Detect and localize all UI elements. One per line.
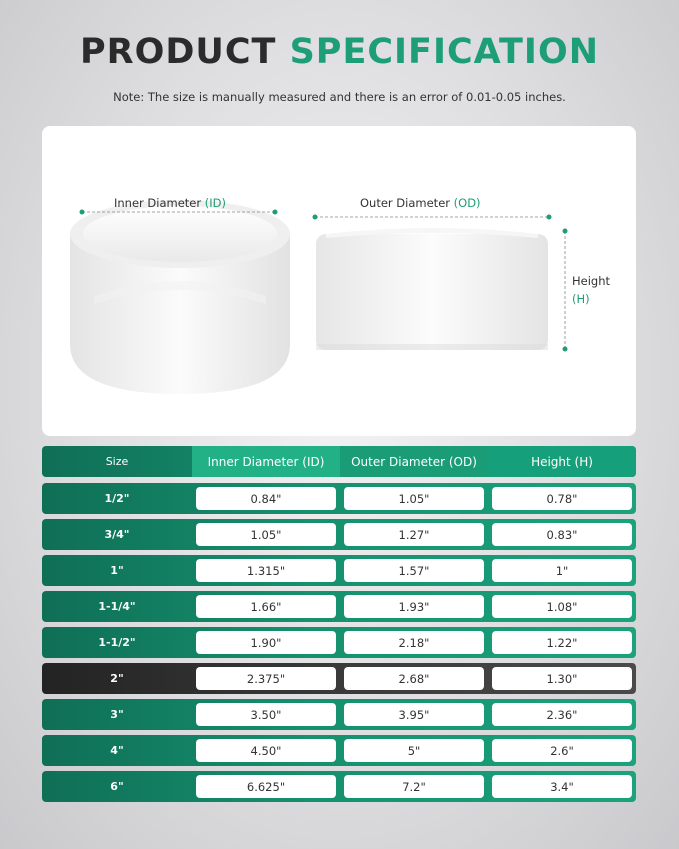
header-size: Size: [105, 455, 129, 468]
height-dimension-line: [563, 229, 568, 352]
size-cell: 1-1/4": [98, 600, 136, 613]
id-cell: 3.50": [196, 703, 336, 726]
title-word-product: PRODUCT: [80, 32, 277, 72]
table-row: [42, 555, 636, 586]
table-row: [42, 483, 636, 514]
closed-cap-shape: [316, 228, 548, 350]
table-row: [42, 771, 636, 802]
page-title: [0, 32, 679, 72]
inner-diameter-text: Inner Diameter: [114, 196, 202, 210]
od-dimension-line: [313, 215, 552, 220]
table-row: [42, 519, 636, 550]
height-cell: 2.36": [492, 703, 632, 726]
measurement-note: Note: The size is manually measured and there is an error of 0.01-0.05 inches.: [113, 90, 566, 104]
id-cell: 1.315": [196, 559, 336, 582]
od-cell: 5": [344, 739, 484, 762]
inner-diameter-abbr: (ID): [204, 196, 227, 210]
height-cell: 0.83": [492, 523, 632, 546]
inner-diameter-label: [114, 196, 226, 210]
table-row: [42, 627, 636, 658]
od-cell: 1.93": [344, 595, 484, 618]
od-cell: 1.57": [344, 559, 484, 582]
height-cell: 2.6": [492, 739, 632, 762]
height-cell: 0.78": [492, 487, 632, 510]
height-abbr: (H): [572, 292, 590, 306]
table-row: [42, 699, 636, 730]
id-cell: 4.50": [196, 739, 336, 762]
cap-illustration: [42, 126, 636, 436]
header-inner-diameter: Inner Diameter (ID): [192, 446, 340, 477]
title-word-specification: SPECIFICATION: [289, 32, 599, 72]
height-cell: 1.08": [492, 595, 632, 618]
product-diagram: [42, 126, 636, 436]
size-cell: 1-1/2": [98, 636, 136, 649]
table-row-highlighted: [42, 663, 636, 694]
size-cell: 4": [110, 744, 124, 757]
outer-diameter-abbr: (OD): [453, 196, 481, 210]
od-cell: 2.18": [344, 631, 484, 654]
height-cell: 1": [492, 559, 632, 582]
id-cell: 2.375": [196, 667, 336, 690]
height-cell: 3.4": [492, 775, 632, 798]
spec-table: [42, 446, 636, 807]
id-cell: 0.84": [196, 487, 336, 510]
od-cell: 1.27": [344, 523, 484, 546]
table-row: [42, 735, 636, 766]
size-cell: 3": [110, 708, 124, 721]
size-cell: 6": [110, 780, 124, 793]
height-label: Height: [572, 274, 611, 288]
od-cell: 7.2": [344, 775, 484, 798]
open-cap-shape: [70, 200, 290, 394]
height-cell: 1.22": [492, 631, 632, 654]
size-cell: 3/4": [104, 528, 130, 541]
od-cell: 2.68": [344, 667, 484, 690]
size-cell: 1/2": [104, 492, 130, 505]
od-cell: 1.05": [344, 487, 484, 510]
id-cell: 1.05": [196, 523, 336, 546]
header-outer-diameter: Outer Diameter (OD): [340, 446, 488, 477]
id-cell: 1.66": [196, 595, 336, 618]
id-cell: 6.625": [196, 775, 336, 798]
id-cell: 1.90": [196, 631, 336, 654]
header-height: Height (H): [488, 446, 636, 477]
table-row: [42, 591, 636, 622]
table-header-row: [42, 446, 636, 477]
od-cell: 3.95": [344, 703, 484, 726]
size-cell: 1": [110, 564, 124, 577]
height-cell: 1.30": [492, 667, 632, 690]
size-cell: 2": [110, 672, 124, 685]
outer-diameter-text: Outer Diameter: [360, 196, 450, 210]
outer-diameter-label: [360, 196, 481, 210]
